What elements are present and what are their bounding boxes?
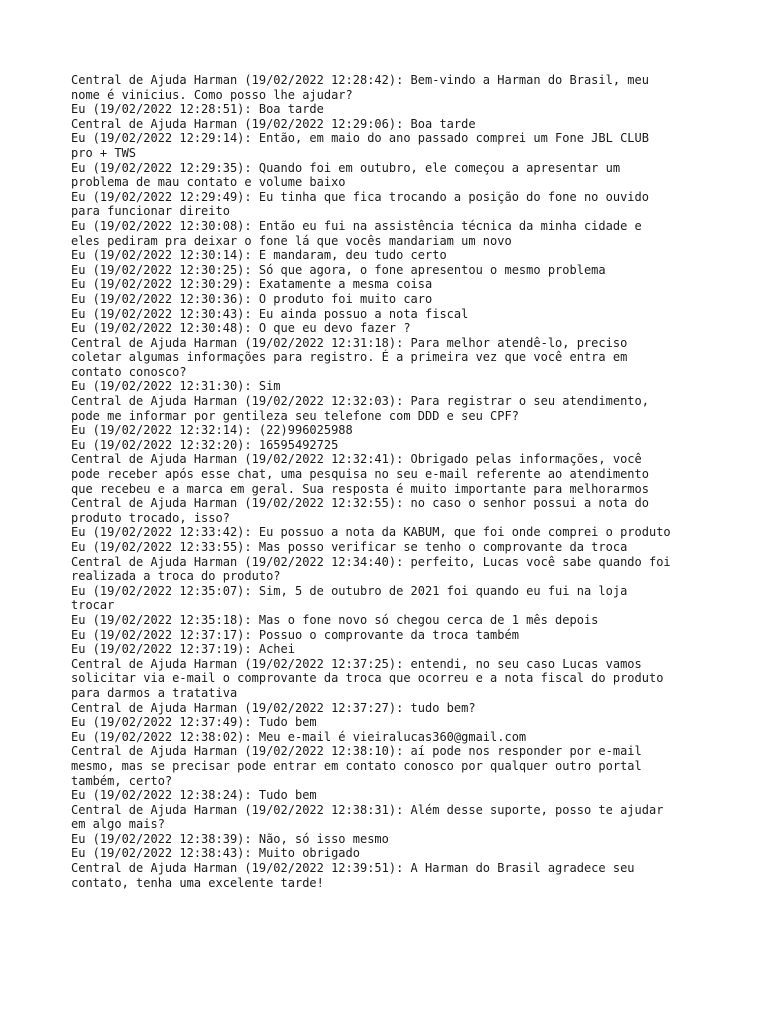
transcript-line: Eu (19/02/2022 12:28:51): Boa tarde [71,102,324,117]
transcript-line: nome é vinicius. Como posso lhe ajudar? [71,87,353,102]
transcript-line: Eu (19/02/2022 12:30:25): Só que agora, o fone apresentou o mesmo problema [71,262,606,277]
transcript-line: para funcionar direito [71,204,230,219]
transcript-line: coletar algumas informações para registro. É a primeira vez que você entra em [71,350,628,365]
transcript-line: Eu (19/02/2022 12:33:42): Eu possuo a nota da KABUM, que foi onde comprei o produto [71,525,671,540]
transcript-line: Eu (19/02/2022 12:31:30): Sim [71,379,281,394]
transcript-line: contato, tenha uma excelente tarde! [71,875,324,890]
transcript-line: que recebeu e a marca em geral. Sua resposta é muito importante para melhorarmos [71,481,649,496]
transcript-line: problema de mau contato e volume baixo [71,175,346,190]
transcript-line: Eu (19/02/2022 12:37:17): Possuo o comprovante da troca também [71,627,519,642]
transcript-line: mesmo, mas se precisar pode entrar em contato conosco por qualquer outro portal [71,758,642,773]
transcript-line: Eu (19/02/2022 12:33:55): Mas posso verificar se tenho o comprovante da troca [71,540,628,554]
transcript-line: produto trocado, isso? [71,510,230,525]
transcript-line: contato conosco? [71,364,187,379]
transcript-line: Central de Ajuda Harman (19/02/2022 12:32:55): no caso o senhor possui a nota do [71,496,649,511]
transcript-line: Central de Ajuda Harman (19/02/2022 12:31:18): Para melhor atendê-lo, preciso [71,335,628,350]
transcript-line: Central de Ajuda Harman (19/02/2022 12:37:27): tudo bem? [71,700,476,715]
transcript-line: pro + TWS [71,145,137,160]
transcript-line: Central de Ajuda Harman (19/02/2022 12:34:40): perfeito, Lucas você sabe quando foi [71,554,671,569]
transcript-line: Eu (19/02/2022 12:30:36): O produto foi muito caro [71,291,433,306]
transcript-line: Eu (19/02/2022 12:38:02): Meu e-mail é vieiralucas360@gmail.com [71,729,527,744]
transcript-line: Eu (19/02/2022 12:30:08): Então eu fui na assistência técnica da minha cidade e [71,218,642,233]
transcript-line: Eu (19/02/2022 12:29:49): Eu tinha que fica trocando a posição do fone no ouvido [71,189,649,204]
transcript-line: Eu (19/02/2022 12:35:07): Sim, 5 de outubro de 2021 foi quando eu fui na loja [71,583,628,598]
transcript-line: Central de Ajuda Harman (19/02/2022 12:28:42): Bem-vindo a Harman do Brasil, meu [71,73,649,87]
transcript-line: Eu (19/02/2022 12:37:49): Tudo bem [71,715,317,730]
transcript-line: pode receber após esse chat, uma pesquisa no seu e-mail referente ao atendimento [71,467,649,482]
transcript-line: em algo mais? [71,817,165,832]
transcript-line: Eu (19/02/2022 12:38:24): Tudo bem [71,788,317,803]
transcript-line: Eu (19/02/2022 12:38:39): Não, só isso mesmo [71,831,389,846]
transcript-line: Eu (19/02/2022 12:30:48): O que eu devo fazer ? [71,321,411,336]
transcript-line: Central de Ajuda Harman (19/02/2022 12:32:41): Obrigado pelas informações, você [71,452,642,467]
transcript-line: pode me informar por gentileza seu telefone com DDD e seu CPF? [71,408,519,423]
transcript-line: também, certo? [71,773,173,788]
transcript-line: Eu (19/02/2022 12:30:14): E mandaram, deu tudo certo [71,248,447,263]
transcript-line: Central de Ajuda Harman (19/02/2022 12:32:03): Para registrar o seu atendimento, [71,394,649,409]
transcript-line: Eu (19/02/2022 12:30:29): Exatamente a mesma coisa [71,277,433,292]
chat-transcript [71,73,701,890]
transcript-line: Eu (19/02/2022 12:30:43): Eu ainda possuo a nota fiscal [71,306,469,321]
transcript-line: eles pediram pra deixar o fone lá que vocês mandariam um novo [71,233,512,248]
transcript-line: Central de Ajuda Harman (19/02/2022 12:29:06): Boa tarde [71,116,476,131]
transcript-line: Central de Ajuda Harman (19/02/2022 12:38:31): Além desse suporte, posso te ajudar [71,802,664,817]
transcript-line: para darmos a tratativa [71,685,238,700]
transcript-line: solicitar via e-mail o comprovante da troca que ocorreu e a nota fiscal do produto [71,671,664,686]
transcript-line: Central de Ajuda Harman (19/02/2022 12:37:25): entendi, no seu caso Lucas vamos [71,656,642,671]
transcript-line: Eu (19/02/2022 12:29:35): Quando foi em outubro, ele começou a apresentar um [71,160,621,175]
transcript-line: Eu (19/02/2022 12:38:43): Muito obrigado [71,846,360,861]
transcript-line: realizada a troca do produto? [71,569,281,584]
transcript-line: Central de Ajuda Harman (19/02/2022 12:39:51): A Harman do Brasil agradece seu [71,861,635,876]
transcript-line: Eu (19/02/2022 12:37:19): Achei [71,642,295,657]
transcript-line: Eu (19/02/2022 12:29:14): Então, em maio do ano passado comprei um Fone JBL CLUB [71,131,649,146]
transcript-line: Eu (19/02/2022 12:35:18): Mas o fone novo só chegou cerca de 1 mês depois [71,612,599,627]
transcript-line: trocar [71,598,115,613]
transcript-line: Eu (19/02/2022 12:32:20): 16595492725 [71,437,339,452]
transcript-line: Eu (19/02/2022 12:32:14): (22)996025988 [71,423,353,438]
transcript-line: Central de Ajuda Harman (19/02/2022 12:38:10): aí pode nos responder por e-mail [71,744,642,759]
